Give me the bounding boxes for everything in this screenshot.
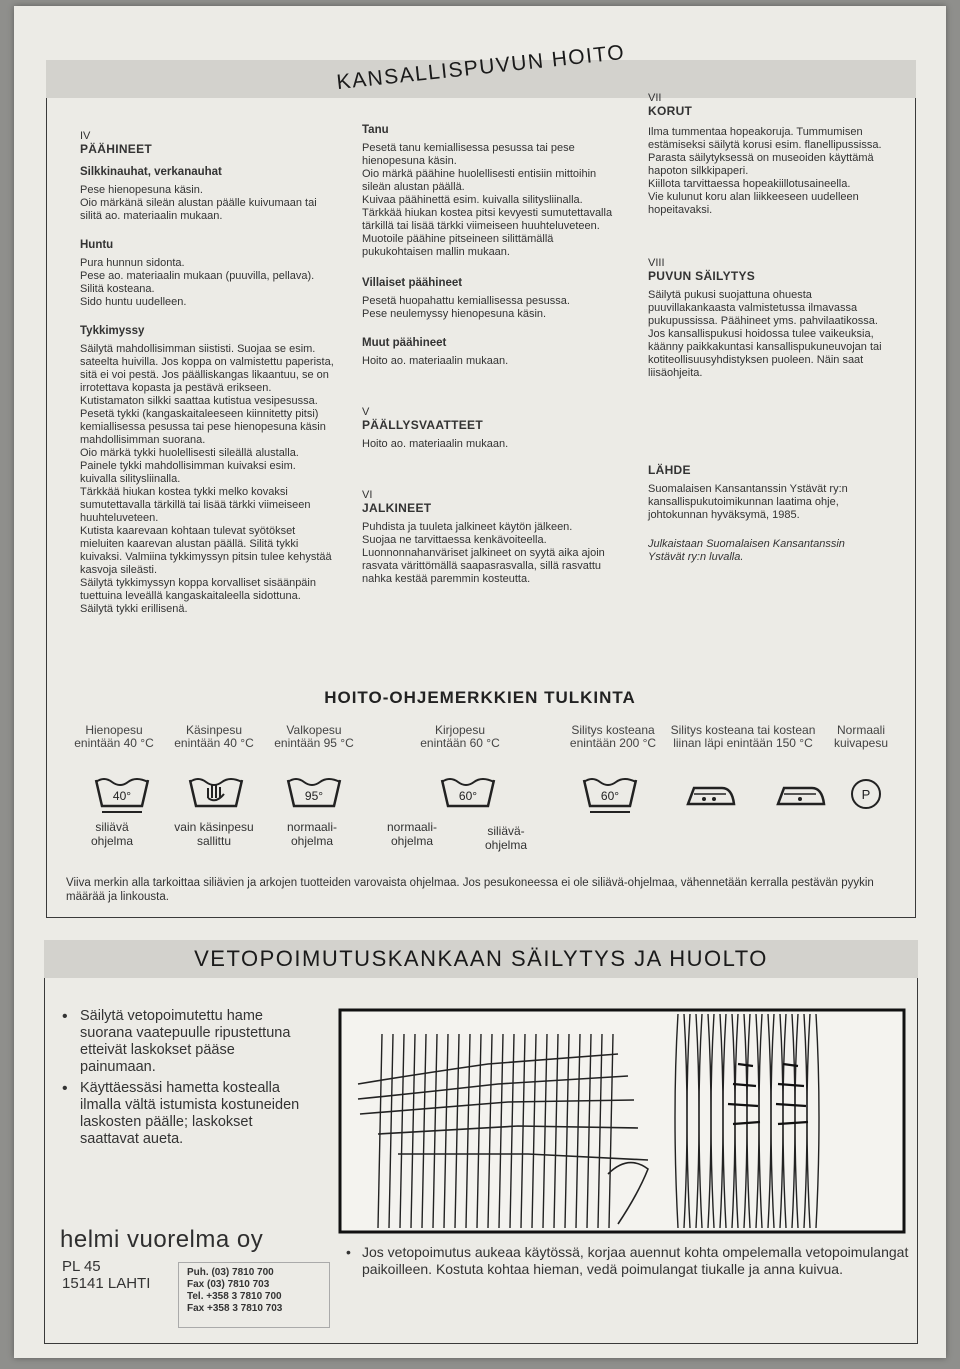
column-korut	[648, 92, 884, 580]
item-subheading: Huntu	[80, 239, 114, 251]
item-text: Hoito ao. materiaalin mukaan.	[362, 438, 509, 450]
wash-95-icon	[284, 774, 344, 814]
section-number: VI	[362, 489, 373, 501]
care-label	[412, 724, 508, 750]
item-subheading: Tykkimyssy	[80, 325, 145, 337]
section-number: V	[362, 406, 370, 418]
wash-40-icon	[92, 774, 152, 814]
item-text: Julkaistaan Suomalaisen Kansantanssin Ystävät ry:n luvalla.	[648, 538, 845, 563]
fax: Fax (03) 7810 703	[187, 1279, 270, 1290]
section-heading: JALKINEET	[362, 501, 432, 515]
bullet-icon: •	[62, 1080, 68, 1097]
item-text: Pesetä tanu kemiallisessa pesussa tai pese hienopesuna käsin. Oio märkä päähine huolellisesti entisiin mittoihin sileän alustan päällä. Kuivaa päähinettä esim. kuivalla silitysliinalla. Tärkkää hiukan kostea pitsi kevyesti sumutettavalla tärkillä tai lisää tärkki viimeiseen huuhteluveteen. Muotoile päähine pitseineen silittämällä pukukohtaisen mallin mukaan.	[362, 142, 613, 258]
svg-text:P: P	[861, 787, 871, 802]
col2-item	[362, 337, 620, 368]
label-line2: enintään 60 °C	[420, 736, 500, 750]
svg-text:60°: 60°	[458, 789, 478, 803]
col3-item	[648, 257, 884, 380]
column-paahineet	[80, 130, 335, 632]
desc-line1: siliävä	[95, 820, 129, 834]
label-line2: kuivapesu	[833, 736, 889, 750]
phone: Puh. (03) 7810 700	[187, 1267, 274, 1278]
care-symbols-title: HOITO-OHJEMERKKIEN TULKINTA	[324, 688, 636, 707]
care-description	[72, 820, 152, 848]
care-description	[372, 820, 452, 848]
col1-item	[80, 166, 335, 223]
desc-line2: ohjelma	[290, 834, 334, 848]
section-number: VIII	[648, 257, 665, 269]
hand-wash-icon	[186, 774, 246, 814]
label-line2: liinan läpi enintään 150 °C	[673, 736, 813, 750]
care-note: Viiva merkin alla tarkoittaa siliävien ja arkojen tuotteiden varovaista ohjelmaa. Jos pesukoneessa ei ole siliävä-ohjelmaa, vähennetään kerralla pestävän pyykin määrää ja linkousta.	[66, 877, 874, 903]
label-line1: Hienopesu	[85, 723, 143, 737]
item-text: Hoito ao. materiaalin mukaan.	[362, 355, 509, 367]
col1-item	[80, 325, 335, 616]
desc-line2: ohjelma	[484, 838, 528, 852]
desc-line1: vain käsinpesu	[174, 820, 254, 834]
section-heading: PÄÄLLYSVAATTEET	[362, 418, 483, 432]
desc-line1: normaali-	[386, 820, 437, 834]
bullet-icon: •	[346, 1244, 351, 1260]
col3-item	[648, 538, 884, 564]
company-name: helmi vuorelma oy	[60, 1226, 264, 1253]
care-description	[272, 820, 352, 848]
col1-item	[80, 239, 335, 309]
section-heading: PÄÄHINEET	[80, 142, 153, 156]
column-tanu	[362, 124, 620, 602]
col2-item	[362, 124, 620, 259]
company-address	[62, 1258, 150, 1292]
fax-intl: Fax +358 3 7810 703	[187, 1303, 283, 1314]
care-label	[266, 724, 362, 750]
col2-item	[362, 406, 620, 451]
item-text: Puhdista ja tuuleta jalkineet käytön jälkeen. Suojaa ne tarvittaessa kenkävoiteella. Luonnonnahanväriset jalkineet on syytä aika ajoin rasvata värittömällä saapasrasvalla, sillä rasvattu nahka kestää paremmin kosteutta.	[362, 521, 605, 585]
item-subheading: Silkkinauhat, verkanauhat	[80, 166, 222, 178]
col2-item	[362, 277, 620, 321]
item-text: Säilytä pukusi suojattuna ohuesta puuvillakankaasta valmistetussa ilmavassa pukupussissa. Päähineet yms. pahvilaatikossa. Jos kansallispukusi hoidossa tulee vaikeuksia, käänny paikkakuntasi kansallispukuneuvojan tai kotiteollisuusyhdistyksen puoleen. Näin saat liisäohjeita.	[648, 289, 882, 379]
label-line2: enintään 40 °C	[174, 736, 254, 750]
svg-text:40°: 40°	[112, 789, 132, 803]
address-line2: 15141 LAHTI	[62, 1275, 151, 1292]
address-line1: PL 45	[62, 1258, 101, 1275]
pleating-illustration	[338, 1004, 908, 1236]
col3-item	[648, 464, 884, 522]
desc-line1: normaali-	[286, 820, 337, 834]
bottom-title-banner	[44, 940, 918, 978]
iron-hot-icon	[680, 774, 740, 814]
section-heading: KORUT	[648, 104, 693, 118]
item-subheading: Villaiset päähineet	[362, 277, 463, 289]
label-line2: enintään 200 °C	[569, 736, 657, 750]
contact-box	[178, 1262, 330, 1328]
care-description	[466, 824, 546, 852]
phone-intl: Tel. +358 3 7810 700	[187, 1291, 282, 1302]
iron-cool-icon	[770, 774, 830, 814]
bullet-text: Käyttäessäsi hametta kostealla ilmalla vältä istumista kostuneiden laskosten päälle; laskokset saattavat aueta.	[80, 1080, 300, 1147]
care-label	[66, 724, 162, 750]
label-line2: enintään 95 °C	[274, 736, 354, 750]
care-label	[558, 724, 668, 750]
desc-line1: siliävä-	[487, 824, 525, 838]
bullet-icon: •	[62, 1008, 68, 1025]
label-line2: enintään 40 °C	[74, 736, 154, 750]
dry-clean-p-icon	[838, 774, 898, 814]
item-text: Pesetä huopahattu kemiallisessa pesussa. Pese neulemyssy hienopesuna käsin.	[362, 295, 570, 320]
section-heading: PUVUN SÄILYTYS	[648, 269, 756, 283]
wash-60-icon	[438, 774, 498, 814]
label-line1: Silitys kosteana	[571, 723, 655, 737]
care-description	[164, 820, 264, 848]
item-text: Ilma tummentaa hopeakoruja. Tummumisen estämiseksi säilytä korusi esim. flanellipussissa. Parasta säilytyksessä on museoiden käyttämä hapoton silkkipaperi. Kiillota tarvittaessa hopeakiillotusaineella. Vie kulunut koru alan liikkeeseen uudelleen hopeitavaksi.	[648, 126, 882, 216]
bullet-item	[62, 1008, 312, 1076]
care-label	[166, 724, 262, 750]
label-line1: Käsinpesu	[185, 723, 243, 737]
item-text: Säilytä mahdollisimman siististi. Suojaa se esim. sateelta huivilla. Jos koppa on valmistettu paperista, sitä ei voi pestä. Jos päälliskangas likaantuu, se on irrotettava kopasta ja pestävä erikseen. Kutistamaton silkki saattaa kutistua vesipesussa. Pesetä tykki (kangaskaitaleeseen kiinnitetty pitsi) kemiallisessa pesussa tai pese hienopesuna käsin mahdollisimman suorana. Oio märkä tykki huolellisesti sileällä alustalla. Painele tykki mahdollisimman kuivaksi esim. kuivalla silitysliinalla. Tärkkää hiukan kostea tykki melko kovaksi sumutettavalla tärkillä tai lisää tärkki viimeiseen huuhteluveteen. Kutista kaarevaan kohtaan tulevat syötökset mieluiten kaarevan alustan päällä. Silitä tykki kuivaksi. Valmiina tykkimyssyn pitsin tulee kehystää kasvoja sileästi. Säilytä tykkimyssyn koppa korvalliset sisäänpäin tuettuina leveällä kangaskaitaleella sidottuna. Säilytä tykki erillisenä.	[80, 343, 334, 615]
wash-60-gentle-icon	[580, 774, 640, 814]
care-label	[826, 724, 896, 750]
bottom-title: VETOPOIMUTUSKANKAAN SÄILYTYS JA HUOLTO	[194, 946, 768, 971]
section-heading: LÄHDE	[648, 463, 691, 477]
label-line1: Silitys kosteana tai kostean	[670, 723, 816, 737]
col3-item	[648, 92, 884, 217]
svg-text:60°: 60°	[600, 789, 620, 803]
veto-bottom-bullet	[346, 1244, 916, 1278]
bullet-item	[62, 1080, 312, 1148]
svg-text:95°: 95°	[304, 789, 324, 803]
care-label	[668, 724, 818, 750]
item-subheading: Muut päähineet	[362, 337, 447, 349]
top-title: KANSALLISPUVUN HOITO	[335, 40, 627, 95]
desc-line2: ohjelma	[390, 834, 434, 848]
desc-line2: ohjelma	[90, 834, 134, 848]
label-line1: Normaali	[836, 723, 885, 737]
item-subheading: Tanu	[362, 124, 389, 136]
bullet-text: Säilytä vetopoimutettu hame suorana vaatepuulle ripustettuna etteivät laskokset pääse painumaan.	[80, 1008, 291, 1075]
item-text: Pese hienopesuna käsin. Oio märkänä sileän alustan päälle kuivumaan tai silitä ao. materiaalin mukaan.	[80, 184, 317, 222]
desc-line2: sallittu	[196, 834, 231, 848]
section-number: VII	[648, 92, 662, 104]
bullet-text: Jos vetopoimutus aukeaa käytössä, korjaa auennut kohta ompelemalla vetopoimulangat paikoilleen. Kostuta kohtaa hieman, vedä poimulangat tiukalle ja anna kuivua.	[362, 1244, 909, 1277]
label-line1: Kirjopesu	[434, 723, 486, 737]
col2-item	[362, 489, 620, 586]
veto-bullets	[62, 1008, 312, 1152]
section-number: IV	[80, 130, 91, 142]
item-text: Pura hunnun sidonta. Pese ao. materiaalin mukaan (puuvilla, pellava). Silitä kosteana. Sido huntu uudelleen.	[80, 257, 315, 308]
label-line1: Valkopesu	[286, 723, 342, 737]
item-text: Suomalaisen Kansantanssin Ystävät ry:n kansallispukutoimikunnan laatima ohje, johtokunnan hyväksymä, 1985.	[648, 483, 848, 521]
